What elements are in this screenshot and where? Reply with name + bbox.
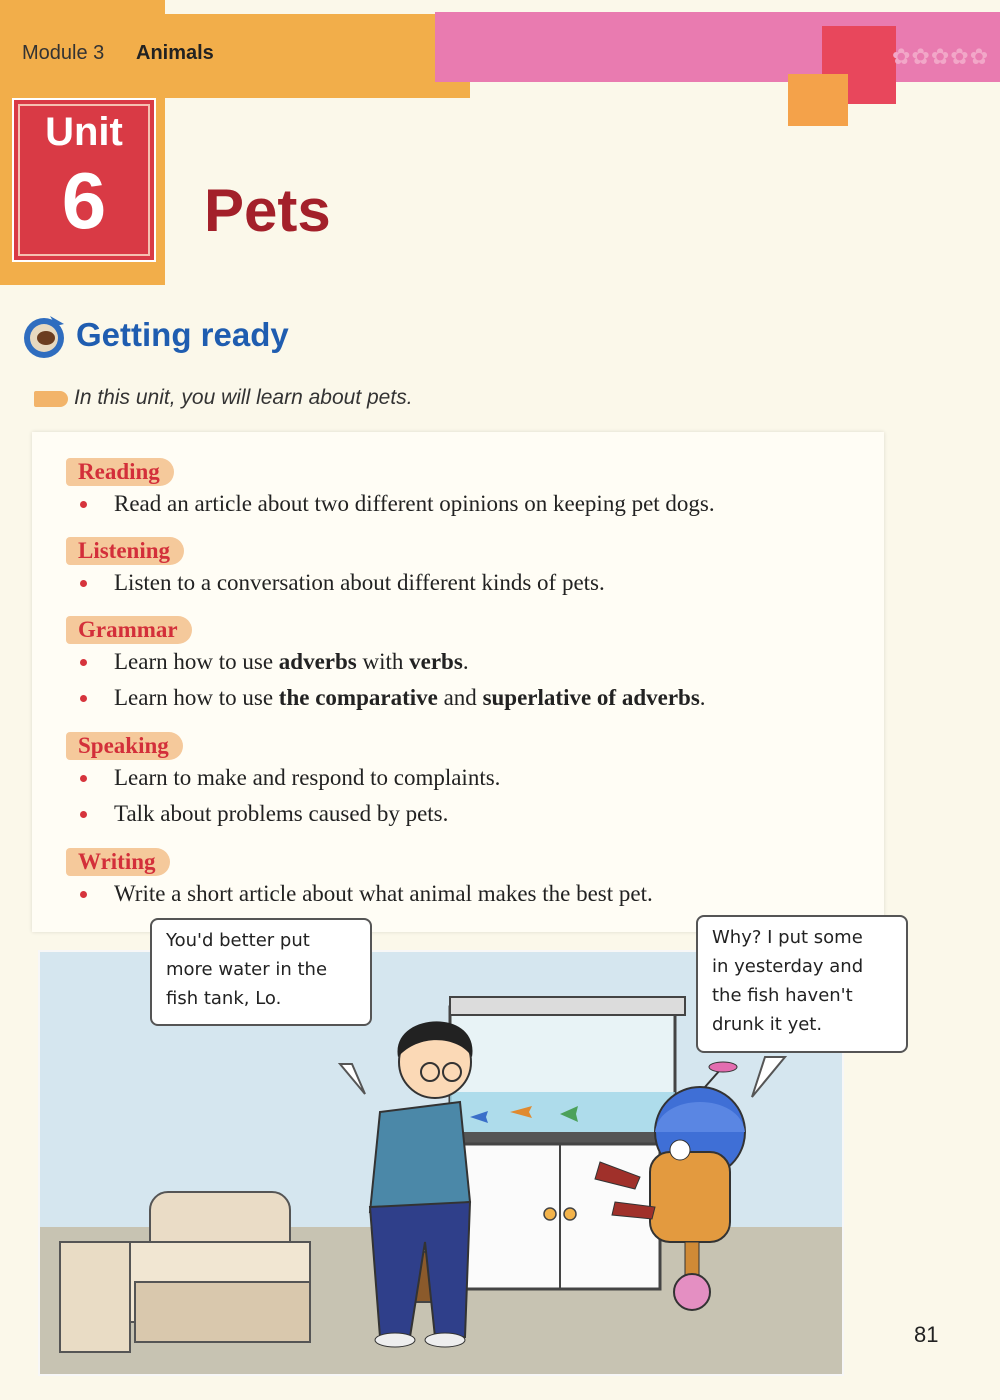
item-text: Listen to a conversation about different kinds of pets. [114, 570, 605, 595]
bullet-dot [80, 775, 87, 782]
aquarium-icon [450, 997, 685, 1289]
item-text: Learn how to use [114, 649, 279, 674]
unit-badge [12, 98, 156, 262]
bubble-line: Why? I put some [712, 927, 863, 948]
list-item [66, 680, 706, 716]
section-tag: Speaking [66, 732, 183, 760]
item-text: Learn to make and respond to complaints. [114, 765, 501, 790]
section-tag: Listening [66, 537, 184, 565]
module-label: Module 3 [22, 42, 105, 64]
list-item [66, 565, 605, 601]
intro-text: In this unit, you will learn about pets. [74, 386, 413, 409]
item-bold-text: superlative of adverbs [482, 685, 700, 710]
section-grammar [66, 616, 706, 716]
bubble-line: drunk it yet. [712, 1014, 823, 1035]
item-text: Read an article about two different opinions on keeping pet dogs. [114, 491, 715, 516]
unit-title: Pets [204, 177, 331, 244]
list-item [66, 486, 715, 522]
unit-word: Unit [45, 110, 123, 154]
list-item [66, 796, 500, 832]
item-text: and [437, 685, 483, 710]
item-text: with [356, 649, 410, 674]
bubble-line: more water in the [166, 959, 328, 980]
speech-bubble-robot [696, 915, 908, 1053]
item-bold-text: the comparative [278, 685, 438, 710]
item-text: . [699, 685, 706, 710]
item-text: Write a short article about what animal makes the best pet. [114, 881, 653, 906]
section-writing [66, 848, 653, 912]
getting-ready-heading: Getting ready [76, 316, 289, 353]
section-tag: Writing [66, 848, 170, 876]
header-orange-square [788, 74, 848, 126]
getting-ready-icon [20, 312, 68, 360]
section-listening [66, 537, 605, 601]
list-item [66, 876, 653, 912]
list-item [66, 644, 706, 680]
item-bold-text: verbs [409, 649, 463, 674]
unit-number: 6 [61, 156, 107, 245]
bullet-dot [80, 811, 87, 818]
section-speaking [66, 732, 500, 832]
bubble-line: You'd better put [166, 930, 310, 951]
section-reading [66, 458, 715, 522]
speech-bubble-boy [150, 918, 372, 1026]
item-text: . [462, 649, 469, 674]
bullet-dot [80, 580, 87, 587]
bubble-line: the fish haven't [712, 985, 853, 1006]
list-item [66, 760, 500, 796]
bullet-dot [80, 891, 87, 898]
item-text: Talk about problems caused by pets. [114, 801, 449, 826]
objectives-box [32, 432, 884, 932]
bullet-dot [80, 659, 87, 666]
bullet-dot [80, 695, 87, 702]
module-name: Animals [136, 42, 214, 64]
bubble-line: fish tank, Lo. [166, 988, 282, 1009]
section-tag: Reading [66, 458, 174, 486]
bullet-dot [80, 501, 87, 508]
bubble-line: in yesterday and [712, 956, 864, 977]
header-dot-pattern: ✿✿✿✿✿ [892, 44, 990, 69]
armchair-icon [60, 1192, 310, 1352]
item-text: Learn how to use [114, 685, 279, 710]
section-tag: Grammar [66, 616, 192, 644]
page-number: 81 [914, 1322, 939, 1347]
item-bold-text: adverbs [278, 649, 357, 674]
intro-marker [34, 391, 68, 407]
